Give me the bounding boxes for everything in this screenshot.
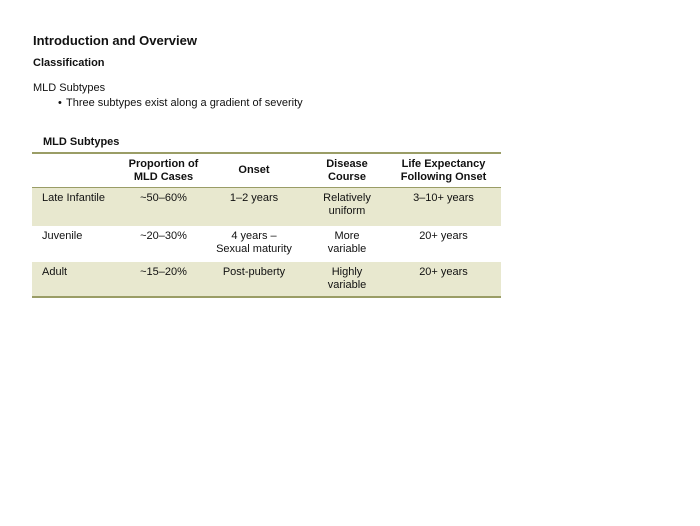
disease-course-cell: Highly variable: [308, 262, 386, 297]
table-row: [32, 188, 501, 227]
column-header-proportion: Proportion of MLD Cases: [128, 157, 199, 183]
life-expectancy-cell: 20+ years: [386, 262, 501, 297]
table-row: [32, 226, 501, 262]
column-header-subtype: [32, 153, 127, 188]
page-title: Introduction and Overview: [33, 33, 197, 48]
onset-cell: 1–2 years: [200, 188, 308, 227]
onset-cell: 4 years – Sexual maturity: [216, 230, 292, 255]
table-header-row: [32, 153, 501, 188]
life-expectancy-cell: 20+ years: [419, 230, 468, 242]
disease-course-cell: More variable: [327, 230, 367, 255]
proportion-cell: ~20–30%: [140, 230, 187, 242]
table-row: [32, 262, 501, 297]
bullet-list: [58, 97, 303, 109]
section-heading: Classification: [33, 57, 105, 69]
subtype-cell: Juvenile: [42, 230, 83, 242]
bullet-item: • Three subtypes exist along a gradient of severity: [58, 97, 303, 109]
proportion-cell: ~50–60%: [127, 188, 200, 227]
disease-course-cell: Relatively uniform: [308, 188, 386, 227]
subtype-cell: Late Infantile: [32, 188, 127, 227]
onset-cell: Post-puberty: [200, 262, 308, 297]
table-caption: MLD Subtypes: [43, 136, 120, 148]
life-expectancy-cell: 3–10+ years: [386, 188, 501, 227]
column-header-life-expectancy: Life Expectancy Following Onset: [400, 157, 487, 183]
column-header-onset: Onset: [238, 164, 270, 176]
subtypes-table-container: [32, 152, 501, 298]
subheading: MLD Subtypes: [33, 82, 106, 94]
subtype-cell: Adult: [32, 262, 127, 297]
column-header-disease-course: Disease Course: [326, 157, 368, 183]
proportion-cell: ~15–20%: [127, 262, 200, 297]
subtypes-table: [32, 152, 501, 298]
